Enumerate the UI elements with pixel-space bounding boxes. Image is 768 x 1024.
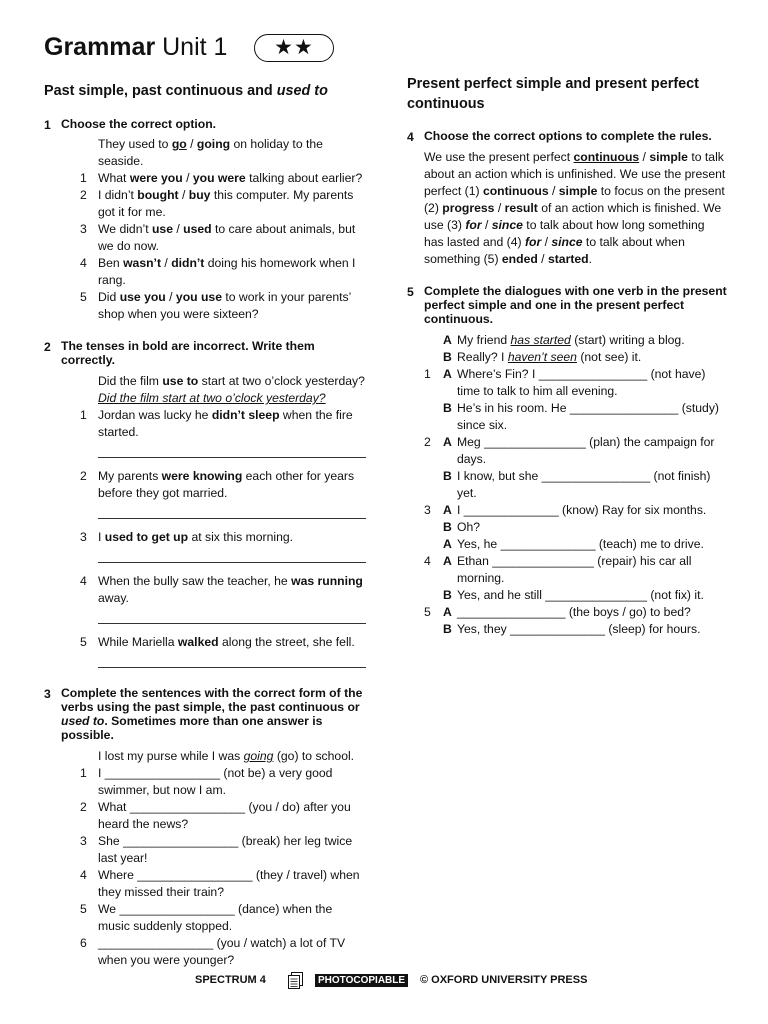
text-run: progress [442,201,495,215]
speaker-label: A [443,605,452,619]
title-grammar: Grammar [44,33,156,61]
dialogue [424,604,727,638]
item-number: 5 [80,635,87,649]
text-run: to work in your parents’ shop when you were sixteen? [98,290,351,321]
text-run: (not see) it. [576,350,642,364]
section-title-present-perfect: Present perfect simple and present perfect continuous [407,76,699,112]
dialogue [424,366,727,434]
exercise-number: 4 [407,130,414,144]
item-number: 2 [80,188,87,202]
dialogue [424,502,727,553]
item-number: 1 [80,766,87,780]
text-run: Oh? [457,520,481,534]
dialogue-line [443,553,727,587]
dialogue-line [443,366,727,400]
text-run: for [524,235,542,249]
item-number: 1 [80,171,87,185]
text-run: ended [501,252,538,266]
text-run: / [182,171,193,185]
text-run: Where’s Fin? I ________________ (not have) time to talk to him all evening. [457,367,706,398]
text-run: bought [137,188,179,202]
photocopy-icon [288,972,303,989]
text-run: My parents [98,469,162,483]
exercise-item [80,901,366,935]
exercise-item [80,170,366,187]
exercise-3 [44,686,366,969]
answer-line[interactable] [98,651,366,668]
text-run: Yes, he ______________ (teach) me to drive. [457,537,704,551]
text-run: / [161,256,172,270]
text-run: talking about earlier? [245,171,363,185]
text-run: started [547,252,589,266]
left-column [44,74,366,969]
text-run: Yes, they ______________ (sleep) for hours. [457,622,701,636]
exercise-item [80,407,366,458]
text-run: / [165,290,176,304]
exercise-item [80,867,366,901]
dialogue-line [443,604,727,621]
text-run: along the street, she fell. [218,635,355,649]
example-answer: Did the film start at two o’clock yesterday? [98,391,326,405]
item-number: 2 [80,800,87,814]
text-run: / [639,150,650,164]
text-run: on holiday to the seaside. [98,137,323,168]
speaker-label: A [443,333,452,347]
text-run: simple [649,150,688,164]
item-number: 4 [80,868,87,882]
text-run: Ethan _______________ (repair) his car all morning. [457,554,692,585]
speaker-label: A [443,537,452,551]
exercise-number: 2 [44,340,51,354]
text-run: each other for years before they got married. [98,469,355,500]
exercise-items [61,136,366,323]
dialogue-line [443,332,727,349]
speaker-label: B [443,622,452,636]
text-run: / [537,252,548,266]
text-run: simple [558,184,598,198]
text-run: . Sometimes more than one answer is possible. [61,714,323,742]
exercise-items [61,748,366,969]
speaker-label: B [443,350,452,364]
text-run: / [481,218,492,232]
dialogue [424,434,727,502]
worksheet-title [44,32,227,62]
dialogue [424,332,727,366]
text-run: / [494,201,505,215]
section-title-past: Past simple, past continuous and used to [44,83,328,99]
text-run: has started [510,333,571,347]
exercise-item [80,187,366,221]
text-run: walked [177,635,219,649]
text-run: use you [119,290,166,304]
text-run: I didn’t [98,188,138,202]
text-run: to talk about how long something has lasted and (4) [424,218,705,249]
exercise-4 [407,129,727,268]
text-run: for [465,218,482,232]
text-run: doing his homework when I rang. [98,256,356,287]
text-run: continuous [573,150,640,164]
text-run: you were [192,171,246,185]
text-run: Meg _______________ (plan) the campaign for days. [457,435,715,466]
speaker-label: A [443,503,452,517]
exercise-item [80,833,366,867]
exercise-number: 1 [44,118,51,132]
item-number: 4 [80,256,87,270]
text-run: Did the film [98,374,163,388]
text-run: _________________ (you / watch) a lot of TV when you were younger? [98,936,346,967]
exercise-item [80,634,366,668]
example-item [80,136,366,170]
text-run: go [171,137,187,151]
text-run: She _________________ (break) her leg twice last year! [98,834,353,865]
difficulty-stars: ★★ [254,34,334,62]
dialogue-number: 2 [424,435,431,449]
item-number: 2 [80,469,87,483]
text-run: didn’t [171,256,205,270]
item-list [80,407,366,668]
item-number: 3 [80,530,87,544]
dialogue-number: 1 [424,367,431,381]
text-run: Jordan was lucky he [98,408,212,422]
item-number: 5 [80,902,87,916]
text-run: used to get up [104,530,189,544]
speaker-label: B [443,520,452,534]
dialogue-line [443,349,727,366]
dialogue-list [424,332,727,638]
exercise-instruction [61,686,366,742]
text-run: used [183,222,212,236]
title-unit: Unit 1 [155,33,228,61]
dialogue-line [443,536,727,553]
text-run: didn’t sleep [211,408,280,422]
text-run: I know, but she ________________ (not finish) yet. [457,469,711,500]
text-run: was running [291,574,363,588]
dialogue-number: 3 [424,503,431,517]
exercise-instruction: Choose the correct options to complete the rules. [424,129,712,143]
exercise-instruction: The tenses in bold are incorrect. Write them correctly. [61,339,315,367]
text-run: / [548,184,559,198]
dialogue-line [443,434,727,468]
rules-text [424,149,727,268]
exercise-item [80,529,366,563]
text-run: Complete the sentences with the correct form of the verbs using the past simple, the past continuous or [61,686,363,714]
text-run: What _________________ (you / do) after you heard the news? [98,800,351,831]
answer-line[interactable] [98,441,366,458]
speaker-label: B [443,588,452,602]
speaker-label: A [443,367,452,381]
item-number: 4 [80,574,87,588]
speaker-label: A [443,435,452,449]
dialogue-line [443,400,727,434]
text-run: He’s in his room. He ________________ (study) since six. [457,401,719,432]
dialogue-line [443,502,727,519]
text-run: buy [188,188,211,202]
text-run: When the bully saw the teacher, he [98,574,292,588]
dialogue [424,553,727,604]
footer-spectrum: SPECTRUM 4 [195,974,266,986]
speaker-label: B [443,469,452,483]
exercise-item [80,573,366,624]
text-run: when the fire started. [98,408,353,439]
speaker-label: B [443,401,452,415]
text-run: / [172,222,184,236]
footer-publisher: © OXFORD UNIVERSITY PRESS [420,974,588,986]
exercise-instruction: Complete the dialogues with one verb in the present perfect simple and one in the present perfect continuous. [424,284,727,326]
item-number: 3 [80,834,87,848]
dialogue-line [443,621,727,638]
text-run: / [178,188,189,202]
text-run: you use [175,290,222,304]
exercise-number: 3 [44,687,51,701]
item-number: 6 [80,936,87,950]
exercise-items [61,373,366,668]
text-run: result [504,201,538,215]
exercise-item [80,799,366,833]
exercise-instruction: Choose the correct option. [61,117,217,131]
text-run: going [243,749,274,763]
footer [195,972,615,990]
text-run: to talk about an action which is unfinished. We use the present perfect (1) [424,150,726,198]
item-number: 3 [80,222,87,236]
text-run: We use the present perfect [424,150,574,164]
exercise-item [80,935,366,969]
text-run: of an action which is finished. We use (3) [424,201,722,232]
dialogue-number: 5 [424,605,431,619]
speaker-label: A [443,554,452,568]
text-run: Yes, and he still _______________ (not fix) it. [457,588,704,602]
answer-line[interactable] [98,502,366,519]
exercise-item [80,255,366,289]
text-run: I ______________ (know) Ray for six months. [457,503,707,517]
example-item [80,373,366,390]
photocopiable-badge: PHOTOCOPIABLE [315,974,408,987]
text-run: They used to [98,137,172,151]
text-run: Did [98,290,120,304]
exercise-item [80,765,366,799]
text-run: / [541,235,552,249]
text-run: to care about animals, but we do now. [98,222,356,253]
text-run: used to [61,714,105,728]
text-run: wasn’t [123,256,162,270]
text-run: since [551,235,583,249]
dialogue-line [443,587,727,604]
exercise-2 [44,339,366,668]
exercise-item [80,468,366,519]
text-run: to focus on the present (2) [424,184,725,215]
text-run: (go) to school. [273,749,355,763]
exercise-number: 5 [407,285,414,299]
exercise-item [80,221,366,255]
dialogue-line [443,519,727,536]
item-number: 1 [80,408,87,422]
text-run: were you [129,171,183,185]
text-run: start at two o’clock yesterday? [198,374,365,388]
exercise-1 [44,117,366,323]
answer-line[interactable] [98,607,366,624]
text-run: ________________ (the boys / go) to bed? [457,605,691,619]
text-run: were knowing [161,469,243,483]
text-run: use to [162,374,199,388]
text-run: this computer. My parents got it for me. [98,188,354,219]
text-run: away. [98,591,129,605]
item-number: 5 [80,290,87,304]
text-run: haven’t seen [507,350,577,364]
text-run: I lost my purse while I was [98,749,244,763]
text-run: Where _________________ (they / travel) when they missed their train? [98,868,360,899]
text-run: going [196,137,231,151]
text-run: We didn’t [98,222,152,236]
text-run: continuous [482,184,549,198]
text-run: at six this morning. [188,530,294,544]
exercise-item [80,289,366,323]
text-run: to talk about when something (5) [424,235,685,266]
text-run: What [98,171,130,185]
exercise-5 [407,284,727,638]
item-list [80,765,366,969]
text-run: Really? I [457,350,508,364]
text-run: use [151,222,173,236]
example-item [80,748,366,765]
text-run: (start) writing a blog. [570,333,685,347]
right-column [407,74,727,638]
text-run: I [98,530,105,544]
text-run: / [186,137,197,151]
text-run: We _________________ (dance) when the music suddenly stopped. [98,902,333,933]
dialogue-line [443,468,727,502]
dialogue-number: 4 [424,554,431,568]
text-run: since [491,218,523,232]
text-run: My friend [457,333,511,347]
text-run: While Mariella [98,635,178,649]
answer-line[interactable] [98,546,366,563]
text-run: Ben [98,256,124,270]
item-list [80,170,366,323]
text-run: I _________________ (not be) a very good swimmer, but now I am. [98,766,333,797]
text-run: . [588,252,592,266]
